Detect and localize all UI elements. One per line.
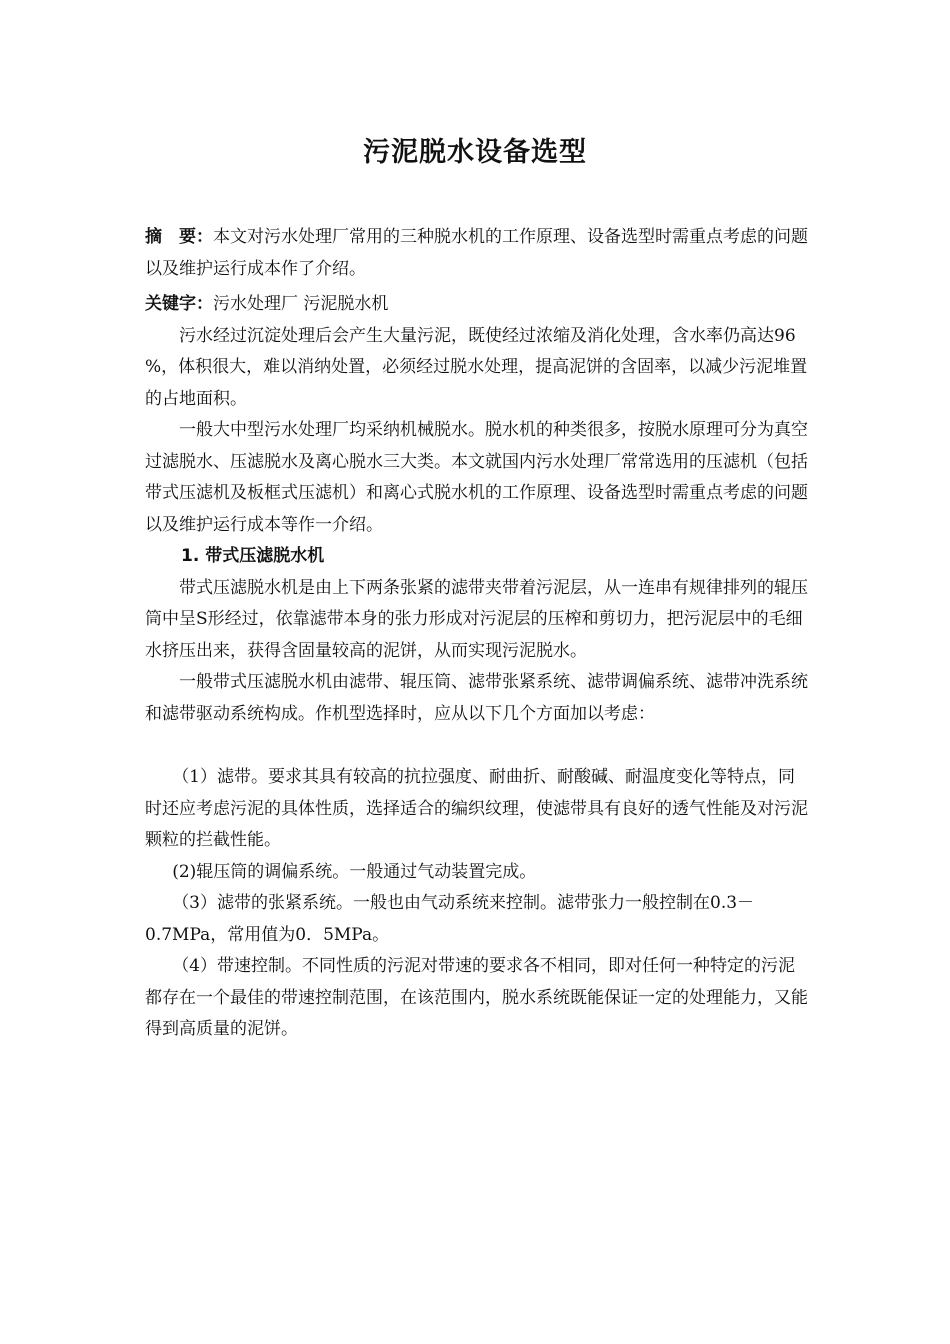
list-item: （4）带速控制。不同性质的污泥对带速的要求各不相同，即对任何一种特定的污泥都存在一个最佳的带速控制范围，在该范围内，脱水系统既能保证一定的处理能力，又能得到高质量的泥饼。 [145,956,808,1039]
intro-paragraph: 一般大中型污水处理厂均采纳机械脱水。脱水机的种类很多，按脱水原理可分为真空过滤脱水、压滤脱水及离心脱水三大类。本文就国内污水处理厂常常选用的压滤机（包括带式压滤机及板框式压滤机）和离心式脱水机的工作原理、设备选型时需重点考虑的问题以及维护运行成本等作一介绍。 [145,420,808,535]
section-paragraph: 一般带式压滤脱水机由滤带、辊压筒、滤带张紧系统、滤带调偏系统、滤带冲洗系统和滤带驱动系统构成。作机型选择时，应从以下几个方面加以考虑： [145,672,808,724]
keywords-label: 关键字： [145,294,213,314]
list-item: （1）滤带。要求其具有较高的抗拉强度、耐曲折、耐酸碱、耐温度变化等特点，同时还应考虑污泥的具体性质，选择适合的编织纹理，使滤带具有良好的透气性能及对污泥颗粒的拦截性能。 [145,767,808,850]
intro-paragraph: 污水经过沉淀处理后会产生大量污泥，既使经过浓缩及消化处理，含水率仍高达96 %，体积很大，难以消纳处置，必须经过脱水处理，提高泥饼的含固率，以减少污泥堆置的占地面积。 [145,325,808,409]
list-item: (2)辊压筒的调偏系统。一般通过气动装置完成。 [172,861,537,882]
section-paragraph: 带式压滤脱水机是由上下两条张紧的滤带夹带着污泥层，从一连串有规律排列的辊压筒中呈S形经过，依靠滤带本身的张力形成对污泥层的压榨和剪切力，把污泥层中的毛细水挤压出来，获得含固量较高的泥饼，从而实现污泥脱水。 [145,577,808,661]
abstract-text: 本文对污水处理厂常用的三种脱水机的工作原理、设备选型时需重点考虑的问题以及维护运行成本作了介绍。 [145,227,808,279]
section-heading: 1. 带式压滤脱水机 [181,546,325,566]
document-title: 污泥脱水设备选型 [363,137,587,168]
blank-line [145,730,810,762]
keywords-text: 污水处理厂 污泥脱水机 [213,294,389,314]
abstract-label: 摘 要： [145,227,213,247]
keywords [145,289,810,321]
abstract [145,222,810,285]
list-item: （3）滤带的张紧系统。一般也由气动系统来控制。滤带张力一般控制在0.3－0.7MPa，常用值为0．5MPa。 [145,893,755,945]
document-body [145,222,810,1046]
